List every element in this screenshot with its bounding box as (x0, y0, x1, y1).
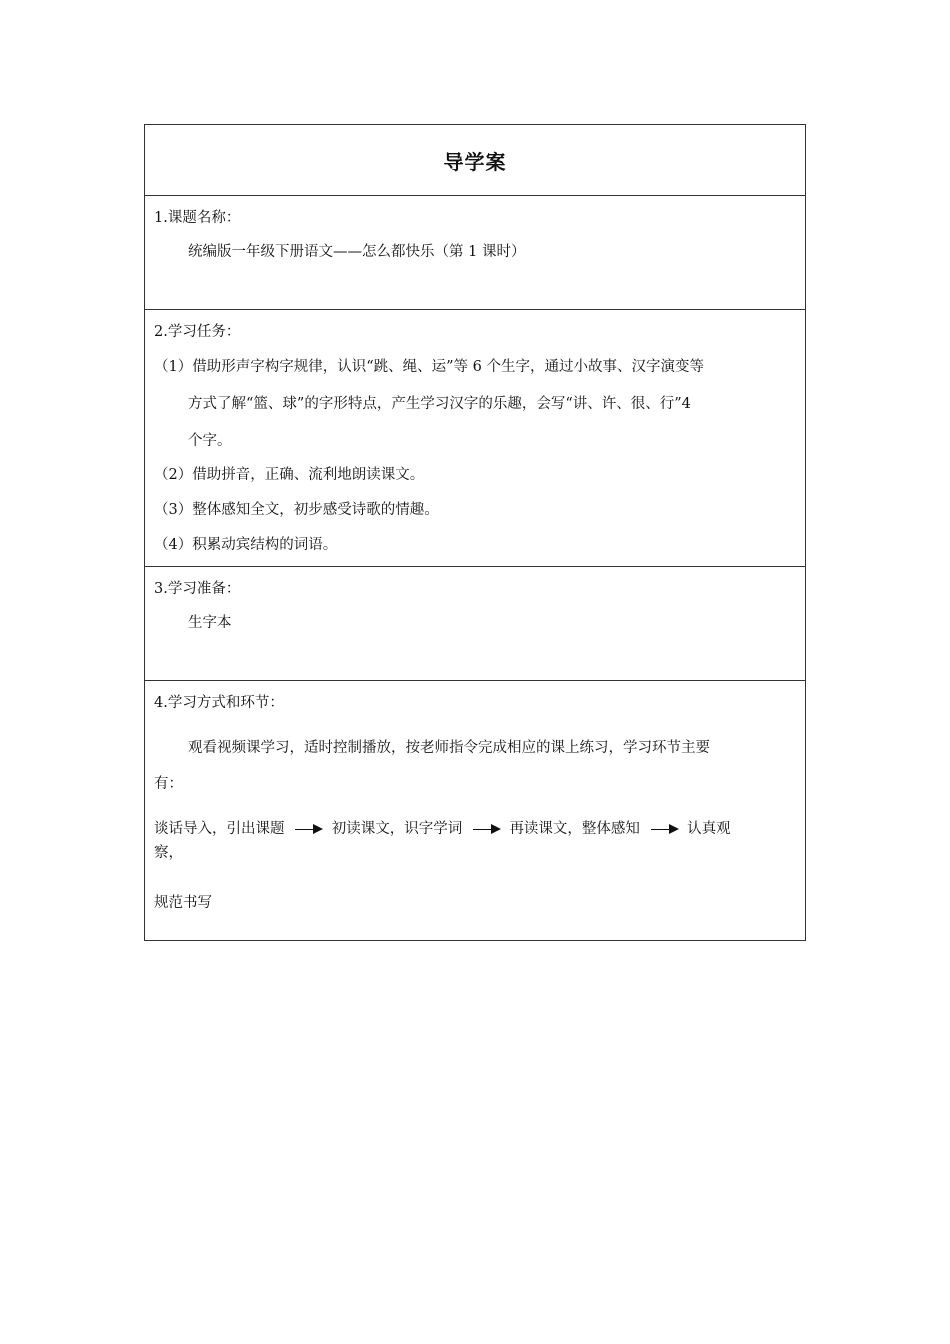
task-2: （2）借助拼音，正确、流利地朗读课文。 (154, 467, 425, 483)
step-3: 再读课文，整体感知 (509, 821, 640, 837)
section-tasks (145, 309, 805, 566)
task-1-line-2: 方式了解“篮、球”的字形特点，产生学习汉字的乐趣，会写“讲、许、很、行”4 (188, 396, 691, 412)
step-4: 认真观 (687, 821, 731, 837)
task-1-line-1: （1）借助形声字构字规律，认识“跳、绳、运”等 6 个生字，通过小故事、汉字演变等 (154, 359, 704, 375)
step-4-continued: 察， (154, 845, 183, 861)
section-topic (145, 195, 805, 309)
topic-heading: 1.课题名称： (154, 210, 241, 226)
preparation-heading: 3.学习准备： (154, 581, 241, 597)
study-guide-table (144, 124, 806, 941)
arrow-right-icon (471, 822, 501, 836)
topic-content: 统编版一年级下册语文——怎么都快乐（第 1 课时） (188, 244, 526, 260)
title-row (145, 125, 805, 195)
arrow-right-icon (293, 822, 323, 836)
tasks-heading: 2.学习任务： (154, 324, 241, 340)
method-paragraph-line-2: 有： (154, 776, 183, 792)
method-heading: 4.学习方式和环节： (154, 695, 284, 711)
step-5: 规范书写 (154, 895, 212, 911)
task-3: （3）整体感知全文，初步感受诗歌的情趣。 (154, 502, 439, 518)
step-2: 初读课文，识字学词 (331, 821, 463, 837)
section-preparation (145, 566, 805, 680)
section-method (145, 680, 805, 940)
preparation-content: 生字本 (188, 615, 232, 631)
process-flow (154, 819, 731, 839)
arrow-right-icon (649, 822, 679, 836)
document-title: 导学案 (443, 149, 507, 174)
step-1: 谈话导入，引出课题 (154, 821, 285, 837)
task-4: （4）积累动宾结构的词语。 (154, 537, 338, 553)
task-1-line-3: 个字。 (188, 433, 232, 449)
method-paragraph-line-1: 观看视频课学习，适时控制播放，按老师指令完成相应的课上练习，学习环节主要 (188, 740, 710, 756)
